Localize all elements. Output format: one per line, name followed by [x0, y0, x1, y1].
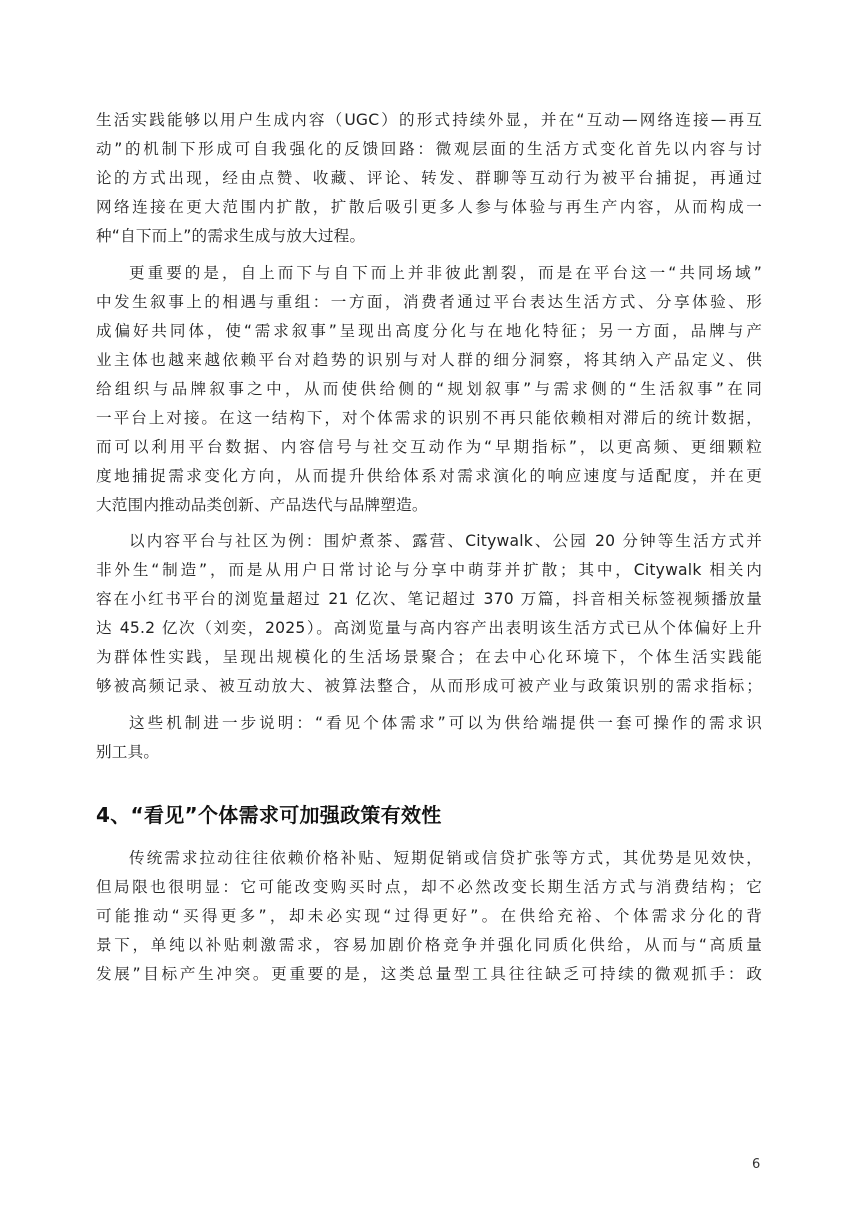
section-heading: 4、“看见”个体需求可加强政策有效性 — [96, 802, 442, 827]
text-line: 而可以利用平台数据、内容信号与社交互动作为“早期指标”，以更高频、更细颗粒 — [96, 437, 762, 456]
text-line: 中发生叙事上的相遇与重组：一方面，消费者通过平台表达生活方式、分享体验、形 — [96, 292, 762, 311]
paragraph-4 — [96, 709, 762, 767]
text-line: 为群体性实践，呈现出规模化的生活场景聚合；在去中心化环境下，个体生活实践能 — [96, 648, 762, 666]
text-line: 别工具。 — [96, 742, 160, 761]
paragraph-2 — [96, 259, 762, 520]
paragraph-3 — [96, 527, 762, 701]
text-line: 更重要的是，自上而下与自下而上并非彼此割裂，而是在平台这一“共同场域” — [129, 263, 762, 282]
page-body — [96, 106, 762, 996]
text-line: 动”的机制下形成可自我强化的反馈回路：微观层面的生活方式变化首先以内容与讨 — [96, 140, 762, 158]
text-line: 这些机制进一步说明：“看见个体需求”可以为供给端提供一套可操作的需求识 — [129, 713, 762, 732]
text-line: 度地捕捉需求变化方向，从而提升供给体系对需求演化的响应速度与适配度，并在更 — [96, 466, 762, 485]
text-line: 景下，单纯以补贴刺激需求，容易加剧价格竞争并强化同质化供给，从而与“高质量 — [96, 935, 762, 954]
text-line: 但局限也很明显：它可能改变购买时点，却不必然改变长期生活方式与消费结构；它 — [96, 877, 762, 896]
text-line: 可能推动“买得更多”，却未必实现“过得更好”。在供给充裕、个体需求分化的背 — [96, 906, 762, 925]
text-line: 以内容平台与社区为例：围炉煮茶、露营、Citywalk、公园 20 分钟等生活方式并 — [129, 532, 762, 550]
text-line: 成偏好共同体，使“需求叙事”呈现出高度分化与在地化特征；另一方面，品牌与产 — [96, 321, 762, 340]
text-line: 网络连接在更大范围内扩散，扩散后吸引更多人参与体验与再生产内容，从而构成一 — [96, 198, 762, 216]
text-line: 种“自下而上”的需求生成与放大过程。 — [96, 227, 366, 245]
text-line: 容在小红书平台的浏览量超过 21 亿次、笔记超过 370 万篇，抖音相关标签视频播放量 — [96, 590, 762, 608]
text-line: 够被高频记录、被互动放大、被算法整合，从而形成可被产业与政策识别的需求指标； — [96, 677, 762, 695]
text-line: 业主体也越来越依赖平台对趋势的识别与对人群的细分洞察，将其纳入产品定义、供 — [96, 350, 762, 369]
paragraph-1 — [96, 106, 762, 251]
text-line: 传统需求拉动往往依赖价格补贴、短期促销或信贷扩张等方式，其优势是见效快， — [129, 848, 762, 867]
text-line: 发展”目标产生冲突。更重要的是，这类总量型工具往往缺乏可持续的微观抓手：政 — [96, 964, 762, 983]
text-line: 给组织与品牌叙事之中，从而使供给侧的“规划叙事”与需求侧的“生活叙事”在同 — [96, 379, 762, 398]
text-line: 一平台上对接。在这一结构下，对个体需求的识别不再只能依赖相对滞后的统计数据， — [96, 408, 762, 427]
page-number: 6 — [752, 1157, 761, 1172]
text-line: 非外生“制造”，而是从用户日常讨论与分享中萌芽并扩散；其中，Citywalk 相关内 — [96, 561, 762, 579]
paragraph-5 — [96, 844, 762, 989]
text-line: 论的方式出现，经由点赞、收藏、评论、转发、群聊等互动行为被平台捕捉，再通过 — [96, 169, 762, 187]
text-line: 生活实践能够以用户生成内容（UGC）的形式持续外显，并在“互动—网络连接—再互 — [96, 111, 762, 129]
text-line: 达 45.2 亿次（刘奕，2025）。高浏览量与高内容产出表明该生活方式已从个体偏好上升 — [96, 619, 762, 637]
text-line: 大范围内推动品类创新、产品迭代与品牌塑造。 — [96, 495, 428, 514]
